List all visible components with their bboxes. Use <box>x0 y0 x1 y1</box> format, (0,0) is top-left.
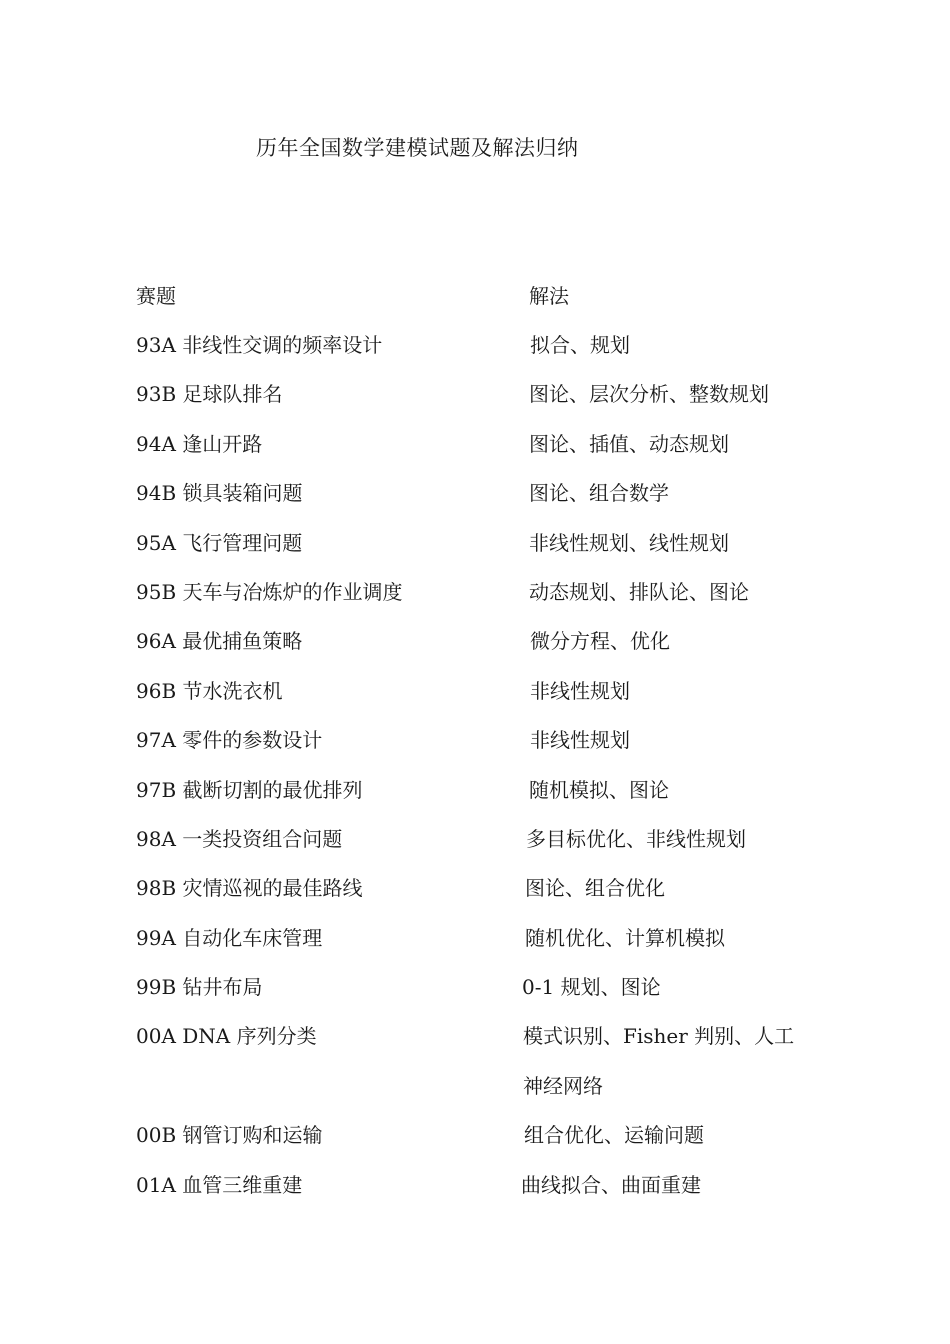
method-cell: 非线性规划 <box>530 678 630 703</box>
method-cell: 曲线拟合、曲面重建 <box>521 1172 701 1197</box>
problem-cell: 99A 自动化车床管理 <box>136 925 323 950</box>
problem-cell: 94A 逢山开路 <box>136 431 263 456</box>
problem-cell: 93A 非线性交调的频率设计 <box>136 333 383 357</box>
method-cell: 0-1 规划、图论 <box>522 975 661 1000</box>
method-cell: 随机优化、计算机模拟 <box>525 925 725 950</box>
table-row <box>0 1020 950 1119</box>
method-cell: 拟合、规划 <box>530 333 630 357</box>
method-line: 神经网络 <box>523 1073 603 1098</box>
method-cell: 随机模拟、图论 <box>529 777 669 802</box>
problem-cell: 99B 钻井布局 <box>136 975 263 1000</box>
method-cell: 微分方程、优化 <box>530 629 670 654</box>
problem-cell: 98A 一类投资组合问题 <box>136 826 343 851</box>
problem-cell: 98B 灾情巡视的最佳路线 <box>136 876 363 901</box>
problem-cell: 96B 节水洗衣机 <box>136 678 283 703</box>
header-method: 解法 <box>529 284 569 308</box>
table-row <box>0 1169 950 1218</box>
method-cell: 非线性规划 <box>530 728 630 753</box>
problem-cell: 94B 锁具装箱问题 <box>136 481 303 506</box>
method-cell: 图论、层次分析、整数规划 <box>529 382 769 407</box>
table-header <box>0 280 950 312</box>
problem-cell: 01A 血管三维重建 <box>136 1172 303 1197</box>
method-cell <box>523 1012 823 1111</box>
problem-cell: 93B 足球队排名 <box>136 382 283 407</box>
problem-cell: 00B 钢管订购和运输 <box>136 1123 323 1148</box>
method-cell: 非线性规划、线性规划 <box>529 530 729 555</box>
table-body <box>0 329 950 1218</box>
method-cell: 图论、插值、动态规划 <box>529 431 729 456</box>
problem-cell: 95B 天车与冶炼炉的作业调度 <box>136 579 403 604</box>
header-problem: 赛题 <box>136 284 176 308</box>
method-cell: 图论、组合优化 <box>525 876 665 901</box>
problem-cell: 96A 最优捕鱼策略 <box>136 629 303 654</box>
document-title: 历年全国数学建模试题及解法归纳 <box>256 136 579 160</box>
method-cell: 多目标优化、非线性规划 <box>526 826 746 851</box>
problem-cell: 00A DNA 序列分类 <box>136 1024 317 1049</box>
method-cell: 动态规划、排队论、图论 <box>529 579 749 604</box>
problem-cell: 97B 截断切割的最优排列 <box>136 777 363 802</box>
problem-cell: 97A 零件的参数设计 <box>136 728 323 753</box>
method-cell: 组合优化、运输问题 <box>524 1123 704 1148</box>
problem-cell: 95A 飞行管理问题 <box>136 530 303 555</box>
method-cell: 图论、组合数学 <box>529 481 669 506</box>
method-line: 模式识别、Fisher 判别、人工 <box>523 1024 795 1049</box>
